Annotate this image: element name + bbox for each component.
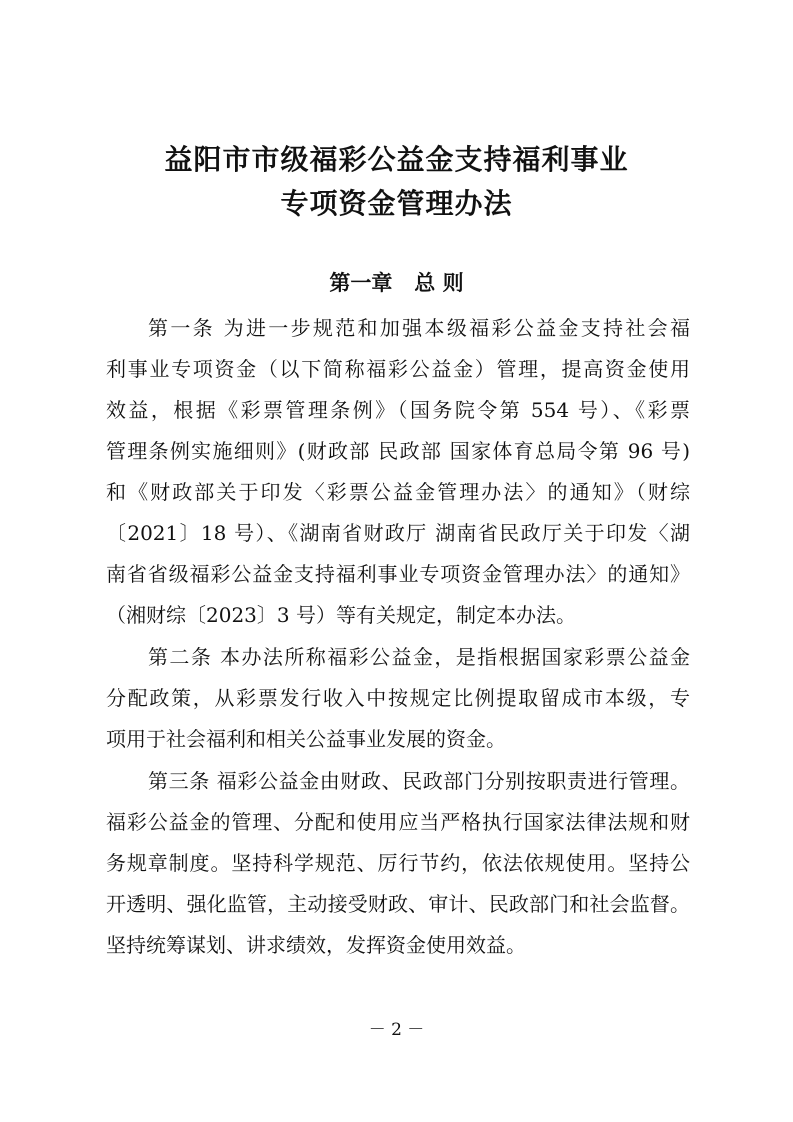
article-3-line-5: 坚持统筹谋划、讲求绩效，发挥资金使用效益。 (106, 933, 526, 957)
article-3-line-2: 福彩公益金的管理、分配和使用应当严格执行国家法律法规和财 (106, 810, 690, 834)
article-2-line-2: 分配政策，从彩票发行收入中按规定比例提取留成市本级，专 (106, 686, 690, 710)
page-number: － 2 － (368, 1020, 425, 1040)
article-1-line-8: （湘财综〔2023〕3 号）等有关规定，制定本办法。 (106, 603, 576, 627)
document-title-line-1: 益阳市市级福彩公益金支持福利事业 (164, 143, 629, 176)
article-1-line-7: 南省省级福彩公益金支持福利事业专项资金管理办法〉的通知》 (106, 562, 690, 586)
article-1-line-6: 〔2021〕18 号）、《湖南省财政厅 湖南省民政厅关于印发〈湖 (106, 521, 690, 545)
article-1-line-2: 利事业专项资金（以下简称福彩公益金）管理，提高资金使用 (106, 357, 690, 381)
chapter-heading: 第一章 总 则 (329, 271, 464, 295)
article-3-line-4: 开透明、强化监管，主动接受财政、审计、民政部门和社会监督。 (106, 892, 690, 916)
article-1-line-4: 管理条例实施细则》(财政部 民政部 国家体育总局令第 96 号) (106, 439, 690, 463)
article-1-line-3: 效益，根据《彩票管理条例》（国务院令第 554 号）、《彩票 (106, 398, 690, 422)
article-3-line-1: 第三条 福彩公益金由财政、民政部门分别按职责进行管理。 (148, 769, 690, 793)
article-1-line-1: 第一条 为进一步规范和加强本级福彩公益金支持社会福 (148, 316, 690, 340)
article-3-line-3: 务规章制度。坚持科学规范、厉行节约，依法依规使用。坚持公 (106, 851, 690, 875)
document-title-line-2: 专项资金管理办法 (280, 187, 513, 220)
article-2-line-1: 第二条 本办法所称福彩公益金，是指根据国家彩票公益金 (148, 645, 690, 669)
article-1-line-5: 和《财政部关于印发〈彩票公益金管理办法〉的通知》（财综 (106, 480, 690, 504)
article-2-line-3: 项用于社会福利和相关公益事业发展的资金。 (106, 727, 506, 751)
